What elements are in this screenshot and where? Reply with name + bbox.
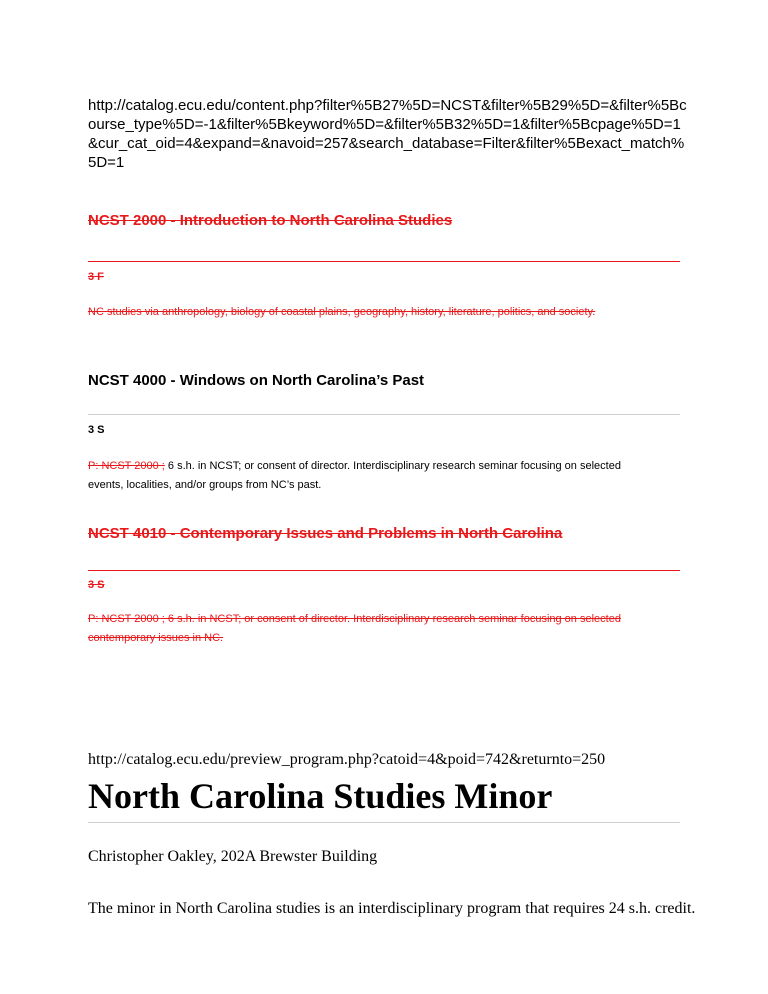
course-description-line-1: 6 s.h. in NCST; or consent of director. Interdisciplinary research seminar focusing on selected xyxy=(164,460,621,472)
course-title-ncst-2000: NCST 2000 - Introduction to North Carolina Studies xyxy=(88,212,453,229)
course-divider-1 xyxy=(88,261,680,262)
course-prereq-struck: P: NCST 2000 ; xyxy=(88,460,165,472)
catalog-url-bottom: http://catalog.ecu.edu/preview_program.php?catoid=4&poid=742&returnto=250 xyxy=(88,751,606,768)
course-credits-ncst-4010: 3 S xyxy=(88,579,105,591)
course-description-ncst-4000 xyxy=(88,457,688,495)
program-title-divider xyxy=(88,822,680,823)
program-title: North Carolina Studies Minor xyxy=(88,776,553,816)
course-divider-2 xyxy=(88,414,680,415)
course-credits-ncst-4000: 3 S xyxy=(88,424,105,436)
catalog-url-top: http://catalog.ecu.edu/content.php?filter%5B27%5D=NCST&filter%5B29%5D=&filter%5Bcourse_type%5D=-1&filter%5Bkeyword%5D=&filter%5B32%5D=1&filter%5Bcpage%5D=1&cur_cat_oid=4&expand=&navoid=257&search_database=Filter&filter%5Bexact_match%5D=1 xyxy=(88,97,687,171)
course-description-ncst-4010 xyxy=(88,610,688,648)
course-credits-ncst-2000: 3 F xyxy=(88,271,104,283)
course-divider-3 xyxy=(88,570,680,571)
course-description-line-2: events, localities, and/or groups from NC’s past. xyxy=(88,479,322,491)
course-title-ncst-4010: NCST 4010 - Contemporary Issues and Problems in North Carolina xyxy=(88,525,563,542)
program-description: The minor in North Carolina studies is an interdisciplinary program that requires 24 s.h. credit. xyxy=(88,900,696,917)
course-description-ncst-2000: NC studies via anthropology, biology of coastal plains, geography, history, literature, politics, and society. xyxy=(88,306,596,318)
course-title-ncst-4000: NCST 4000 - Windows on North Carolina’s Past xyxy=(88,372,425,389)
course-description-line-1: P: NCST 2000 ; 6 s.h. in NCST; or consent of director. Interdisciplinary research seminar focusing on selected xyxy=(88,613,621,625)
program-director: Christopher Oakley, 202A Brewster Building xyxy=(88,848,378,865)
course-description-line-2: contemporary issues in NC. xyxy=(88,632,224,644)
